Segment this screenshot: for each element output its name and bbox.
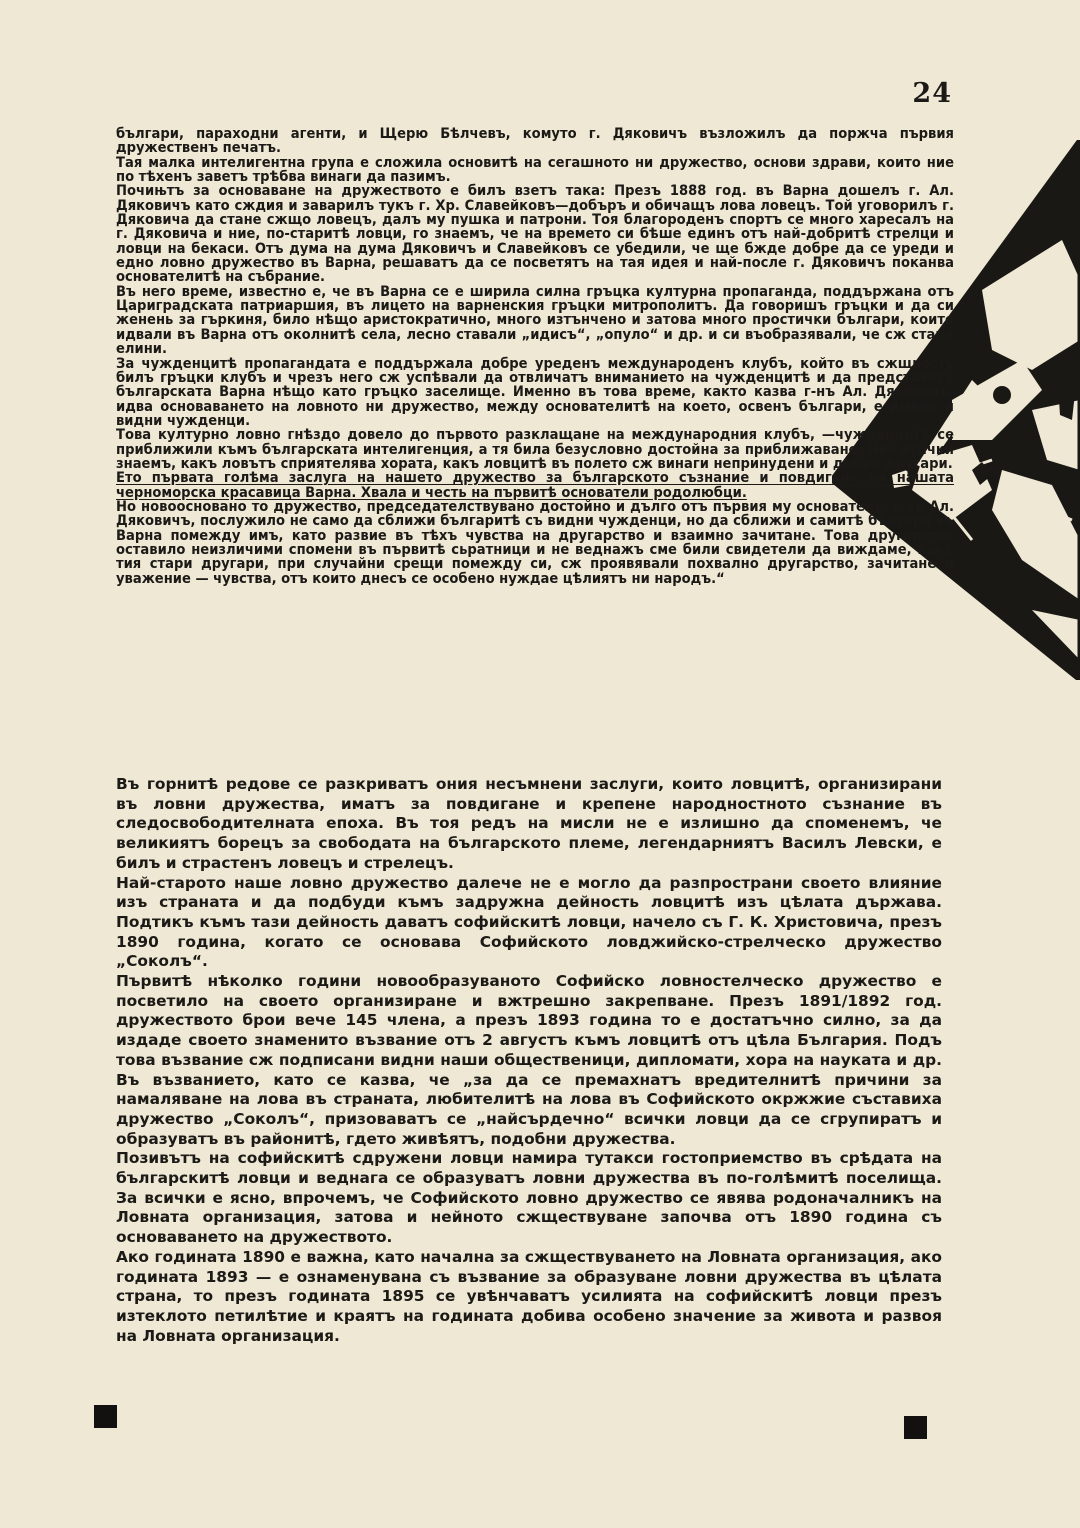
right-corner-square <box>904 1416 927 1439</box>
left-corner-square <box>94 1405 117 1428</box>
quote-paragraph: За чужденцитѣ пропагандата е поддържала добре уреденъ международенъ клубъ, който въ сжщность билъ гръцки клубъ и чрезъ него сж успѣвали да отвличатъ вниманието на чужденцитѣ и да представятъ българската Варна нѣщо като гръцко заселище. Именно въ това време, както казва г-нъ Ал. Дяковичъ, идва основаването на ловното ни дружество, между основателитѣ на което, освенъ българи, е имало и видни чужденци. <box>116 354 954 429</box>
body-paragraph: Първитѣ нѣколко години новообразуваното Софийско ловностелческо дружество е посветило на своето организиране и вжтрешно закрепване. Презъ 1891/1892 год. дружеството брои вече 145 члена, а презъ 1893 година то е достатъчно силно, за да издаде своето знаменито възвание отъ 2 августъ къмъ ловцитѣ отъ цѣла България. Подъ това възвание сж подписани видни наши общественици, дипломати, хора на науката и др. Въ възванието, като се казва, че „за да се премахнатъ вредителнитѣ причини за намаляване на лова въ страната, любителитѣ на лова въ Софийското окржжие съставиха дружество „Соколъ“, призоваватъ се „найсърдечно“ всички ловци да се сгрупиратъ и образуватъ въ районитѣ, гдето живѣятъ, подобни дружества. <box>116 972 942 1148</box>
main-text-block <box>116 775 942 1346</box>
quote-paragraph: Въ него време, известно е, че въ Варна се е ширила силна гръцка културна пропаганда, поддържана отъ Цариградската патриаршия, въ лицето на варненския гръцки митрополитъ. Да говоришъ гръцки и да си женень за гъркиня, било нѣщо аристократично, много изтънчено и затова много простички българи, които идвали въ Варна отъ околнитѣ села, лесно ставали „идисъ“, „опуло“ и др. и си въобразявали, че сж стари елини. <box>116 282 954 358</box>
body-paragraph: Най-старото наше ловно дружество далече не е могло да разпространи своето влияние изъ страната и да подбуди къмъ задружна дейность ловцитѣ изъ цѣлата държава. Подтикъ къмъ тази дейность даватъ софийскитѣ ловци, начело съ Г. К. Христовича, презъ 1890 година, когато се основава Софийското ловджийско-стрелческо дружество „Соколъ“. <box>116 873 942 971</box>
body-paragraph: Въ горнитѣ редове се разкриватъ ония несъмнени заслуги, които ловцитѣ, организирани въ ловни дружества, иматъ за повдигане и крепене народностното съзнание въ следосвободителната епоха. Въ тоя редъ на мисли не е излишно да споменемъ, че великиятъ борецъ за свободата на българското племе, легендарниятъ Василъ Левски, е билъ и страстенъ ловецъ и стрелецъ. <box>116 775 942 872</box>
quote-paragraph: Това културно ловно гнѣздо довело до първото разклащане на международния клубъ, —чужденцитѣ се приближили къмъ българската интелигенция, а тя била безусловно достойна за приближаване. Ние всички знаемъ, какъ ловътъ сприятелява хората, какъ ловцитѣ въ полето сж винаги непринудени и добри другари. <box>116 426 954 472</box>
quote-paragraph: Почињтъ за основаване на дружеството е билъ взетъ така: Презъ 1888 год. въ Варна дошелъ г. Ал. Дяковичъ като сждия и заварилъ тукъ г. Хр. Славейковъ—добъръ и обичащъ лова ловецъ. Той уговорилъ г. Дяковича да стане сжщо ловецъ, далъ му пушка и патрони. Тоя благороденъ спортъ се много харесалъ на г. Дяковича и ние, по-старитѣ ловци, го знаемъ, че на времето си бѣше единъ отъ най-добритѣ стрелци и ловци на бекаси. Отъ дума на дума Дяковичъ и Славейковъ се убедили, че ще бжде добре да се уреди и едно ловно дружество въ Варна, решаватъ да се посветятъ на тая идея и най-после г. Дяковичъ поканва основателитѣ на събрание. <box>116 182 954 286</box>
quote-underlined-paragraph: Ето първата голѣма заслуга на нашето дружество за българското съзнание и повдигане на нашата черноморска красавица Варна. Хвала и честь на първитѣ основатели родолюбци. <box>116 469 954 501</box>
body-paragraph: Ако годината 1890 е важна, като начална за сжществуването на Ловната организация, ако годината 1893 — е ознаменувана съ възвание за образуване ловни дружества въ цѣлата страна, то презъ годината 1895 се увѣнчаватъ усилията на софийскитѣ ловци презъ изтеклото петилѣтие и краятъ на годината добива особено значение за живота и развоя на Ловната организация. <box>116 1247 942 1345</box>
body-paragraph: Позивътъ на софийскитѣ сдружени ловци намира тутакси гостоприемство въ срѣдата на българскитѣ ловци и веднага се образуватъ ловни дружества въ по-голѣмитѣ поселища. За всички е ясно, впрочемъ, че Софийското ловно дружество се явява родоначалникъ на Ловната организация, затова и нейното сжществуване започва отъ 1890 година съ основаването на дружеството. <box>116 1149 942 1247</box>
quote-paragraph: Тая малка интелигентна група е сложила основитѣ на сегашното ни дружество, основи здрави, които ние по тѣхенъ заветъ трѣбва винаги да пазимъ. <box>116 153 954 186</box>
quoted-text-block <box>116 127 954 586</box>
quote-paragraph: българи, параходни агенти, и Щерю Бѣлчевъ, комуто г. Дяковичъ възложилъ да поржча първия дружественъ печатъ. <box>116 125 954 157</box>
page-number: 24 <box>912 78 952 109</box>
quote-closing-paragraph: Но новоосновано то дружество, председателствувано достойно и дълго отъ първия му основатель, г-нъ Ал. Дяковичъ, послужило не само да сближи българитѣ съ видни чужденци, но да сближи и самитѣ българи въ Варна помежду имъ, като развие въ тѣхъ чувства на другарство и взаимно зачитане. Това другарство оставило неизличими спомени въ първитѣ сьратници и не веднажъ сме били свидетели да виждаме, какъ тия стари другари, при случайни срещи помежду си, сж проявявали похвално другарство, зачитане и уважение — чувства, отъ които днесъ се особено нуждае цѣлиятъ ни народъ.“ <box>116 497 954 587</box>
